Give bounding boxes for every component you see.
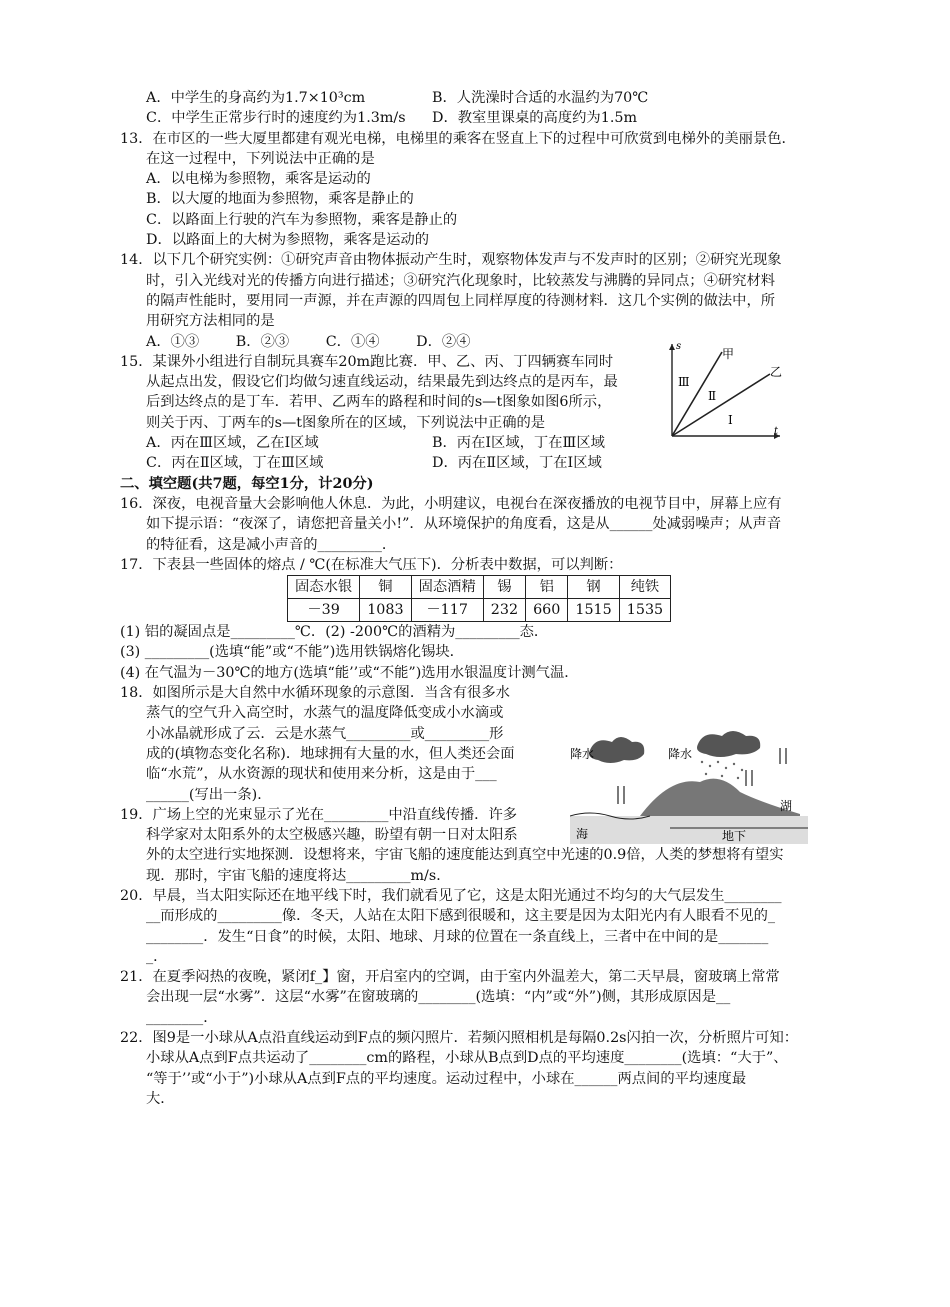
q18-label-lake: 湖: [780, 799, 793, 813]
q13-stem-line-2: 在这一过程中，下列说法中正确的是: [146, 150, 375, 167]
q18-label-sea: 海: [576, 827, 589, 841]
table-value-row: [288, 599, 671, 622]
q14-option-a: A．①③: [146, 333, 200, 350]
melting-point-table: [287, 575, 671, 622]
section-fill-in-title: 二、填空题(共7题，每空1分，计20分): [120, 475, 374, 492]
q18-label-underground: 地下: [722, 829, 747, 843]
exam-content: [120, 88, 832, 1109]
q16-line-3: 的特征看，这是减小声音的_________．: [146, 536, 397, 553]
table-header-cell: 钢: [568, 576, 619, 599]
q15-stem-line-1: 15．某课外小组进行自制玩具赛车20m跑比赛．甲、乙、丙、丁四辆赛车同时: [120, 353, 614, 370]
q13-option-d: D．以路面上的大树为参照物，乘客是运动的: [146, 232, 430, 249]
q15-st-graph-figure: [660, 340, 784, 444]
q12-option-row-2: [120, 108, 832, 128]
table-header-cell: 纯铁: [619, 576, 670, 599]
q18-line-2: 蒸气的空气升入高空时，水蒸气的温度降低变成小水滴或: [146, 705, 504, 722]
table-value-cell: 1515: [568, 599, 619, 622]
q13-stem-line-1: 13．在市区的一些大厦里都建有观光电梯，电梯里的乘客在竖直上下的过程中可欣赏到电梯外的美丽景色．: [120, 130, 796, 147]
table-header-cell: 铜: [360, 576, 411, 599]
table-value-cell: 660: [526, 599, 568, 622]
q15-stem-line-3: 后到达终点的是丁车．若甲、乙两车的路程和时间的s—t图象如图6所示，: [146, 394, 612, 411]
q15-stem-line-2: 从起点出发，假设它们均做匀速直线运动，结果最先到达终点的是丙车，最: [146, 374, 618, 391]
q16-line-1: 16．深夜，电视音量大会影响他人休息．为此，小明建议，电视台在深夜播放的电视节目中，屏幕上应有: [120, 495, 782, 512]
q15-region-3: Ⅲ: [678, 375, 690, 389]
q13-option-c: C．以路面上行驶的汽车为参照物，乘客是静止的: [146, 211, 458, 228]
table-header-cell: 固态酒精: [411, 576, 483, 599]
q13-option-b: B．以大厦的地面为参照物，乘客是静止的: [146, 191, 414, 208]
q15-option-a: A．丙在Ⅲ区域，乙在Ⅰ区域: [146, 435, 319, 452]
q15-region-2: Ⅱ: [708, 389, 717, 403]
q22-line-4: 大．: [146, 1090, 175, 1107]
q15-option-d: D．丙在Ⅱ区域，丁在Ⅰ区域: [432, 455, 602, 472]
q13-option-a: A．以电梯为参照物，乘客是运动的: [146, 171, 371, 188]
q12-option-a: A．中学生的身高约为1.7×10³cm: [146, 90, 366, 106]
table-value-cell: 232: [483, 599, 525, 622]
q19-line-1: 19．广场上空的光束显示了光在_________中沿直线传播．许多: [120, 806, 518, 823]
q12-option-b: B．人洗澡时合适的水温约为70℃: [432, 90, 649, 106]
q12-option-d: D．教室里课桌的高度约为1.5m: [432, 110, 638, 127]
q14-option-d: D．②④: [416, 333, 471, 350]
q18-line-1: 18．如图所示是大自然中水循环现象的示意图．当含有很多水: [120, 685, 510, 702]
q15-axis-t-label: t: [774, 426, 779, 437]
q22-line-1: 22．图9是一小球从A点沿直线运动到F点的频闪照片．若频闪照相机是每隔0.2s闪拍一次，分析照片可知：: [120, 1030, 799, 1047]
q19-line-4: 现．那时，宇宙飞船的速度将达_________m/s．: [146, 867, 451, 884]
q17-part-4: (4) 在气温为－30℃的地方(选填“能’’或“不能”)选用水银温度计测气温．: [120, 664, 579, 681]
table-value-cell: －117: [411, 599, 483, 622]
q20-line-2: __而形成的_________像．冬天，人站在太阳下感到很暖和，这主要是因为太阳光内有人眼看不见的_: [146, 908, 776, 925]
q14-stem-line-2: 时，引入光线对光的传播方向进行描述；③研究汽化现象时，比较蒸发与沸腾的异同点；④研究材料: [146, 272, 776, 289]
q15-stem-line-4: 则关于丙、丁两车的s—t图象所在的区域，下列说法中正确的是: [146, 414, 546, 431]
q14-stem-line-3: 的隔声性能时，要用同一声源，并在声源的四周包上同样厚度的待测材料．这几个实例的做法中，所: [146, 292, 776, 309]
q12-option-c: C．中学生正常步行时的速度约为1.3m/s: [146, 110, 406, 127]
q15-option-c: C．丙在Ⅱ区域，丁在Ⅲ区域: [146, 455, 324, 472]
q18-line-5: 临“水荒”，从水资源的现状和使用来分析，这是由于___: [146, 766, 497, 783]
q12-option-row-1: [120, 88, 832, 108]
q15-label-yi: 乙: [770, 365, 783, 379]
q14-option-c: C．①④: [325, 333, 380, 350]
q17-part-1-2: (1) 铝的凝固点是_________℃．(2) -200℃的酒精为_________态．: [120, 624, 549, 641]
q19-line-3: 外的太空进行实地探测．设想将来，宇宙飞船的速度能达到真空中光速的0.9倍，人类的梦想将有望实: [146, 847, 784, 864]
q17-part-3: (3) _________(选填“能”或“不能”)选用铁锅熔化锡块．: [120, 644, 464, 661]
q15-option-row-2: [120, 453, 832, 473]
table-value-cell: －39: [288, 599, 360, 622]
q16-line-2: 如下提示语：“夜深了，请您把音量关小!”．从环境保护的角度看，这是从______处减弱噪声；从声音: [146, 516, 782, 533]
q22-line-3: “等于’’或“小于”)小球从A点到F点的平均速度。运动过程中，小球在______两点间的平均速度最: [146, 1070, 747, 1087]
q21-line-2: 会出现一层“水雾”．这层“水雾”在窗玻璃的________(选填：“内”或“外”)侧，其形成原因是__: [146, 989, 731, 1006]
q15-axis-s-label: s: [676, 341, 682, 352]
q15-region-1: Ⅰ: [728, 413, 733, 427]
q20-line-3: ________．发生“日食”的时候，太阳、地球、月球的位置在一条直线上，三者中在中间的是_______: [146, 928, 769, 945]
q21-line-3: ________．: [146, 1009, 218, 1026]
q14-stem-line-4: 用研究方法相同的是: [146, 313, 275, 330]
table-header-cell: 固态水银: [288, 576, 360, 599]
q18-line-4: 成的(填物态变化名称)．地球拥有大量的水，但人类还会面: [146, 745, 515, 762]
q14-option-b: B．②③: [235, 333, 290, 350]
q20-line-1: 20．早晨，当太阳实际还在地平线下时，我们就看见了它，这是太阳光通过不均匀的大气层发生________: [120, 887, 782, 904]
q14-stem-line-1: 14．以下几个研究实例：①研究声音由物体振动产生时，观察物体发声与不发声时的区别；②研究光现象: [120, 252, 782, 269]
q15-option-b: B．丙在Ⅰ区域，丁在Ⅲ区域: [432, 435, 605, 452]
table-header-cell: 铝: [526, 576, 568, 599]
q18-water-cycle-figure: [570, 728, 808, 844]
q17-stem: 17．下表县一些固体的熔点 / ℃(在标准大气压下)．分析表中数据，可以判断：: [120, 556, 623, 573]
table-header-row: [288, 576, 671, 599]
q20-line-4: _．: [146, 948, 168, 965]
q18-label-rain-right: 降水: [668, 747, 693, 761]
q18-line-6: ______(写出一条)．: [146, 786, 272, 803]
table-header-cell: 锡: [483, 576, 525, 599]
q18-line-3: 小冰晶就形成了云．云是水蒸气_________或_________形: [146, 725, 504, 742]
q15-label-jia: 甲: [722, 347, 735, 361]
table-value-cell: 1535: [619, 599, 670, 622]
q18-label-rain-left: 降水: [570, 747, 595, 761]
q19-line-2: 科学家对太阳系外的太空极感兴趣，盼望有朝一日对太阳系: [146, 827, 518, 844]
q22-line-2: 小球从A点到F点共运动了________cm的路程，小球从B点到D点的平均速度________(选填：“大于”、: [146, 1050, 788, 1067]
q21-line-1: 21．在夏季闷热的夜晚，紧闭f_】窗，开启室内的空调，由于室内外温差大，第二天早晨，窗玻璃上常常: [120, 969, 780, 986]
table-value-cell: 1083: [360, 599, 411, 622]
